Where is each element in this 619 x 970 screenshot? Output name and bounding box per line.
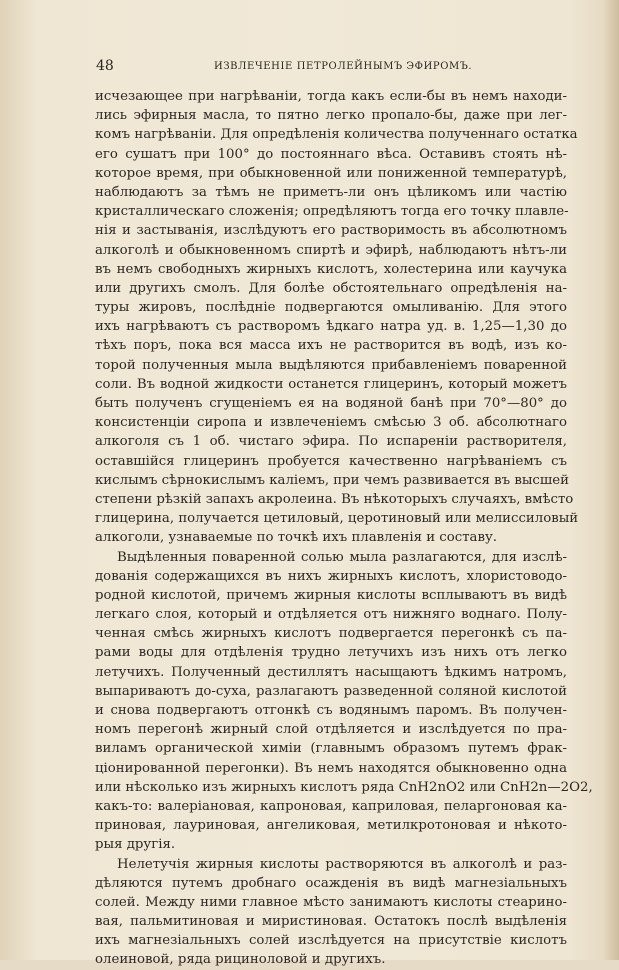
text-line: тѣхъ поръ, пока вся масса ихъ не растворится въ водѣ, изъ ко- — [95, 338, 567, 354]
text-line: лись эфирныя масла, то пятно легко пропало-бы, даже при лег- — [95, 108, 567, 124]
page-number: 48 — [96, 58, 114, 74]
text-line: приновая, лауриновая, ангеликовая, метилкротоновая и нѣкото- — [95, 818, 567, 834]
text-line: соли. Въ водной жидкости останется глицеринъ, который можетъ — [95, 376, 567, 392]
text-line: ихъ нагрѣваютъ съ растворомъ ѣдкаго натра уд. в. 1,25—1,30 до — [95, 319, 567, 335]
text-line: или нѣсколько изъ жирныхъ кислотъ ряда CnH2nO2 или CnH2n—2O2, — [95, 779, 593, 795]
text-line: рами воды для отдѣленія трудно летучихъ изъ нихъ отъ легко — [95, 645, 567, 661]
text-line: и снова подвергаютъ отгонкѣ съ водянымъ паромъ. Въ получен- — [95, 703, 567, 718]
text-line: дѣляются путемъ дробнаго осажденія въ видѣ магнезіальныхъ — [95, 875, 567, 891]
text-line: наблюдаютъ за тѣмъ не приметъ-ли онъ цѣликомъ или частію — [95, 184, 567, 200]
text-line: вая, пальмитиновая и миристиновая. Остатокъ послѣ выдѣленія — [95, 914, 567, 930]
body-text — [95, 87, 593, 970]
paragraph — [95, 855, 567, 970]
text-line: кристаллическаго сложенія; опредѣляютъ тогда его точку плавле- — [95, 204, 569, 220]
text-line: солей. Между ними главное мѣсто занимаютъ кислоты стеарино- — [95, 894, 567, 910]
text-line: легкаго слоя, который и отдѣляется отъ нижняго воднаго. Полу- — [95, 607, 567, 623]
running-title: ИЗВЛЕЧЕНІЕ ПЕТРОЛЕЙНЫМЪ ЭФИРОМЪ. — [214, 61, 473, 72]
text-line: ихъ магнезіальныхъ солей изслѣдуется на присутствіе кислотъ — [95, 933, 567, 949]
text-line: оставшійся глицеринъ пробуется качественно нагрѣваніемъ съ — [95, 453, 567, 469]
text-line: дованія содержащихся въ нихъ жирныхъ кислотъ, хлористоводо- — [95, 568, 567, 584]
text-line: быть полученъ сгущеніемъ ея на водяной банѣ при 70°—80° до — [95, 396, 567, 411]
page-header — [96, 58, 566, 78]
text-line: которое время, при обыкновенной или пониженной температурѣ, — [95, 165, 567, 181]
text-line: туры жировъ, послѣдніе подвергаются омыливанію. Для этого — [95, 300, 567, 316]
text-line: комъ нагрѣваніи. Для опредѣленія количества полученнаго остатка — [95, 127, 578, 143]
page-edge-shadow — [603, 0, 619, 960]
text-line: номъ перегонѣ жирный слой отдѣляется и изслѣдуется по пра- — [95, 722, 567, 738]
text-line: родной кислотой, причемъ жирныя кислоты всплываютъ въ видѣ — [95, 587, 567, 603]
text-line: алкоголя съ 1 об. чистаго эфира. По испареніи растворителя, — [95, 434, 567, 450]
text-line: или другихъ смолъ. Для болѣе обстоятельнаго опредѣленія на- — [95, 280, 567, 296]
text-line: торой полученныя мыла выдѣляются прибавленіемъ поваренной — [95, 357, 567, 373]
text-line: алкоголѣ и обыкновенномъ спиртѣ и эфирѣ, наблюдаютъ нѣтъ-ли — [95, 242, 567, 258]
text-line: ченная смѣсь жирныхъ кислотъ подвергается перегонкѣ съ па- — [95, 626, 567, 642]
text-line: консистенціи сиропа и извлеченіемъ смѣсью 3 об. абсолютнаго — [95, 415, 567, 431]
text-line: въ немъ свободныхъ жирныхъ кислотъ, холестерина или каучука — [95, 261, 567, 277]
text-line: глицерина, получается цетиловый, церотиновый или мелиссиловый — [95, 511, 579, 527]
text-line: ціонированной перегонки). Въ немъ находятся обыкновенно одна — [95, 760, 567, 776]
text-line: кислымъ сѣрнокислымъ каліемъ, при чемъ развивается въ высшей — [95, 472, 569, 488]
text-line: какъ-то: валеріановая, капроновая, каприловая, пеларгоновая ка- — [95, 798, 567, 814]
text-line: выпариваютъ до-суха, разлагаютъ разведенной соляной кислотой — [95, 683, 567, 699]
text-line: летучихъ. Полученный дестиллятъ насыщаютъ ѣдкимъ натромъ, — [95, 664, 567, 680]
text-line: олеиновой, ряда рициноловой и другихъ. — [95, 952, 386, 968]
paragraph — [95, 548, 593, 855]
text-line: алкоголи, узнаваемые по точкѣ ихъ плавленія и составу. — [95, 530, 498, 546]
text-line: исчезающее при нагрѣваніи, тогда какъ если-бы въ немъ находи- — [95, 89, 567, 104]
text-line: Выдѣленныя поваренной солью мыла разлагаются, для изслѣ- — [117, 549, 567, 565]
text-line: степени рѣзкій запахъ акролеина. Въ нѣкоторыхъ случаяхъ, вмѣсто — [95, 491, 574, 507]
text-line: нія и застыванія, изслѣдуютъ его растворимость въ абсолютномъ — [95, 223, 567, 239]
text-line: виламъ органической химіи (главнымъ образомъ путемъ фрак- — [95, 741, 567, 757]
text-line: его сушатъ при 100° до постояннаго вѣса. Оставивъ стоять нѣ- — [95, 146, 567, 162]
text-line: рыя другія. — [95, 837, 176, 853]
text-line: Нелетучія жирныя кислоты растворяются въ алкоголѣ и раз- — [117, 856, 567, 872]
paragraph — [95, 87, 579, 548]
